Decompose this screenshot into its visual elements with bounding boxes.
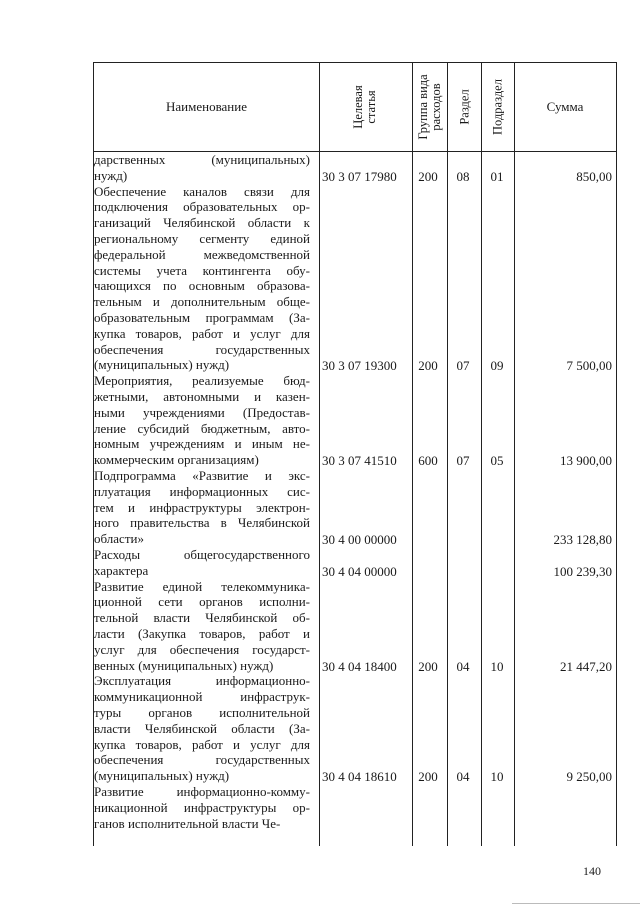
row-name-line: (муниципальных) нужд) xyxy=(94,768,230,784)
row-name-line: чающихся по основным образова- xyxy=(94,278,310,294)
row-name-line: купка товаров, работ и услуг для xyxy=(94,325,310,341)
row-amount: 9 250,00 xyxy=(566,769,612,785)
row-name-line: обеспечения государственных xyxy=(94,341,310,357)
row-name xyxy=(94,547,314,579)
row-name-line: обеспечения государственных xyxy=(94,752,310,768)
row-expense-group: 200 xyxy=(418,358,438,374)
row-subsection: 09 xyxy=(490,358,504,374)
row-name-line: подключения образовательных ор- xyxy=(94,199,310,215)
row-target-article: 30 4 04 18400 xyxy=(322,658,397,674)
row-target-article: 30 4 04 00000 xyxy=(322,563,397,579)
row-name-line: ганов исполнительной власти Че- xyxy=(94,815,281,831)
row-expense-group: 200 xyxy=(418,658,438,674)
row-name-line: Эксплуатация информационно- xyxy=(94,673,310,689)
row-name-line: тельным и дополнительным обще- xyxy=(94,294,310,310)
header-group-line-2: расходов xyxy=(429,83,443,131)
row-expense-group: 200 xyxy=(418,168,438,184)
header-section-label: Раздел xyxy=(457,89,472,125)
row-name-line: Обеспечение каналов связи для xyxy=(94,183,310,199)
row-name-line: системы учета контингента обу- xyxy=(94,262,310,278)
row-expense-group: 600 xyxy=(418,453,438,469)
row-subsection: 10 xyxy=(490,769,504,785)
row-name-line: туры органов исполнительной xyxy=(94,704,310,720)
header-group-line-1: Группа вида xyxy=(416,74,430,140)
header-expense-group xyxy=(417,74,443,139)
row-target-article: 30 3 07 17980 xyxy=(322,168,397,184)
row-name-line: коммуникационной инфраструк- xyxy=(94,689,310,705)
row-name-line: Мероприятия, реализуемые бюд- xyxy=(94,373,310,389)
header-target-article xyxy=(352,85,378,128)
row-name-line: характера xyxy=(94,562,149,578)
row-section: 07 xyxy=(456,358,470,374)
row-name-line: тем и инфраструктуры электрон- xyxy=(94,499,310,515)
row-name-line: Развитие информационно-комму- xyxy=(94,784,310,799)
row-name-line: (муниципальных) нужд) xyxy=(94,357,230,373)
row-name-line: тельной власти Челябинской об- xyxy=(94,610,310,626)
header-section xyxy=(459,89,472,124)
column-divider xyxy=(319,62,320,846)
row-target-article: 30 3 07 41510 xyxy=(322,453,397,469)
row-section: 07 xyxy=(456,453,470,469)
row-amount: 7 500,00 xyxy=(566,358,612,374)
row-name-line: ганизаций Челябинской области к xyxy=(94,215,310,231)
row-subsection: 05 xyxy=(490,453,504,469)
row-name xyxy=(94,373,314,468)
row-section: 08 xyxy=(456,168,470,184)
header-name: Наименование xyxy=(166,99,247,114)
row-name-line: купка товаров, работ и услуг для xyxy=(94,736,310,752)
budget-table xyxy=(93,62,617,846)
row-name-line: области» xyxy=(94,531,144,547)
row-name xyxy=(94,579,314,674)
page-number: 140 xyxy=(583,864,601,878)
row-expense-group: 200 xyxy=(418,769,438,785)
row-name-line: нужд) xyxy=(94,167,128,183)
row-name-line: Расходы общегосударственного xyxy=(94,547,310,562)
row-name-line: жетными, автономными и казен- xyxy=(94,388,310,404)
row-name xyxy=(94,784,314,831)
row-target-article: 30 3 07 19300 xyxy=(322,358,397,374)
row-name-line: ласти (Закупка товаров, работ и xyxy=(94,625,310,641)
row-name-line: ными учреждениями (Предостав- xyxy=(94,404,310,420)
row-section: 04 xyxy=(456,658,470,674)
row-name-line: региональному сегменту единой xyxy=(94,230,310,246)
row-name-line: номным учреждениям и иным не- xyxy=(94,436,310,452)
row-name-line: услуг для обеспечения государст- xyxy=(94,641,310,657)
row-name xyxy=(94,152,314,184)
row-section: 04 xyxy=(456,769,470,785)
table-header xyxy=(94,62,616,152)
row-amount: 13 900,00 xyxy=(560,453,612,469)
header-amount: Сумма xyxy=(546,99,584,114)
header-subsection-label: Подраздел xyxy=(490,79,505,135)
header-target-line-2: статья xyxy=(364,90,378,124)
row-name-line: Развитие единой телекоммуника- xyxy=(94,578,310,594)
row-name-line: образовательным программам (За- xyxy=(94,309,310,325)
row-name xyxy=(94,673,314,784)
row-name-line: ление субсидий бюджетным, авто- xyxy=(94,420,310,436)
row-name-line: дарственных (муниципальных) xyxy=(94,152,310,167)
row-amount: 233 128,80 xyxy=(553,532,612,548)
row-name-line: ного правительства в Челябинской xyxy=(94,515,310,531)
row-name-line: власти Челябинской области (За- xyxy=(94,720,310,736)
row-target-article: 30 4 00 00000 xyxy=(322,532,397,548)
row-name xyxy=(94,468,314,547)
header-target-line-1: Целевая xyxy=(351,85,365,129)
row-target-article: 30 4 04 18610 xyxy=(322,769,397,785)
row-name-line: федеральной межведомственной xyxy=(94,246,310,262)
row-name-line: плуатация информационных сис- xyxy=(94,483,310,499)
row-amount: 100 239,30 xyxy=(553,563,612,579)
row-name-line: венных (муниципальных) нужд) xyxy=(94,657,274,673)
row-name-line: ционной сети органов исполни- xyxy=(94,594,310,610)
row-name xyxy=(94,184,314,374)
row-amount: 21 447,20 xyxy=(560,658,612,674)
row-name-line: коммерческим организациям) xyxy=(94,452,259,468)
row-amount: 850,00 xyxy=(576,168,612,184)
row-subsection: 01 xyxy=(490,168,504,184)
row-subsection: 10 xyxy=(490,658,504,674)
row-name-line: Подпрограмма «Развитие и экс- xyxy=(94,468,310,483)
row-name-line: никационной инфраструктуры ор- xyxy=(94,799,310,815)
footer-rule xyxy=(512,903,640,904)
header-subsection xyxy=(492,79,505,135)
